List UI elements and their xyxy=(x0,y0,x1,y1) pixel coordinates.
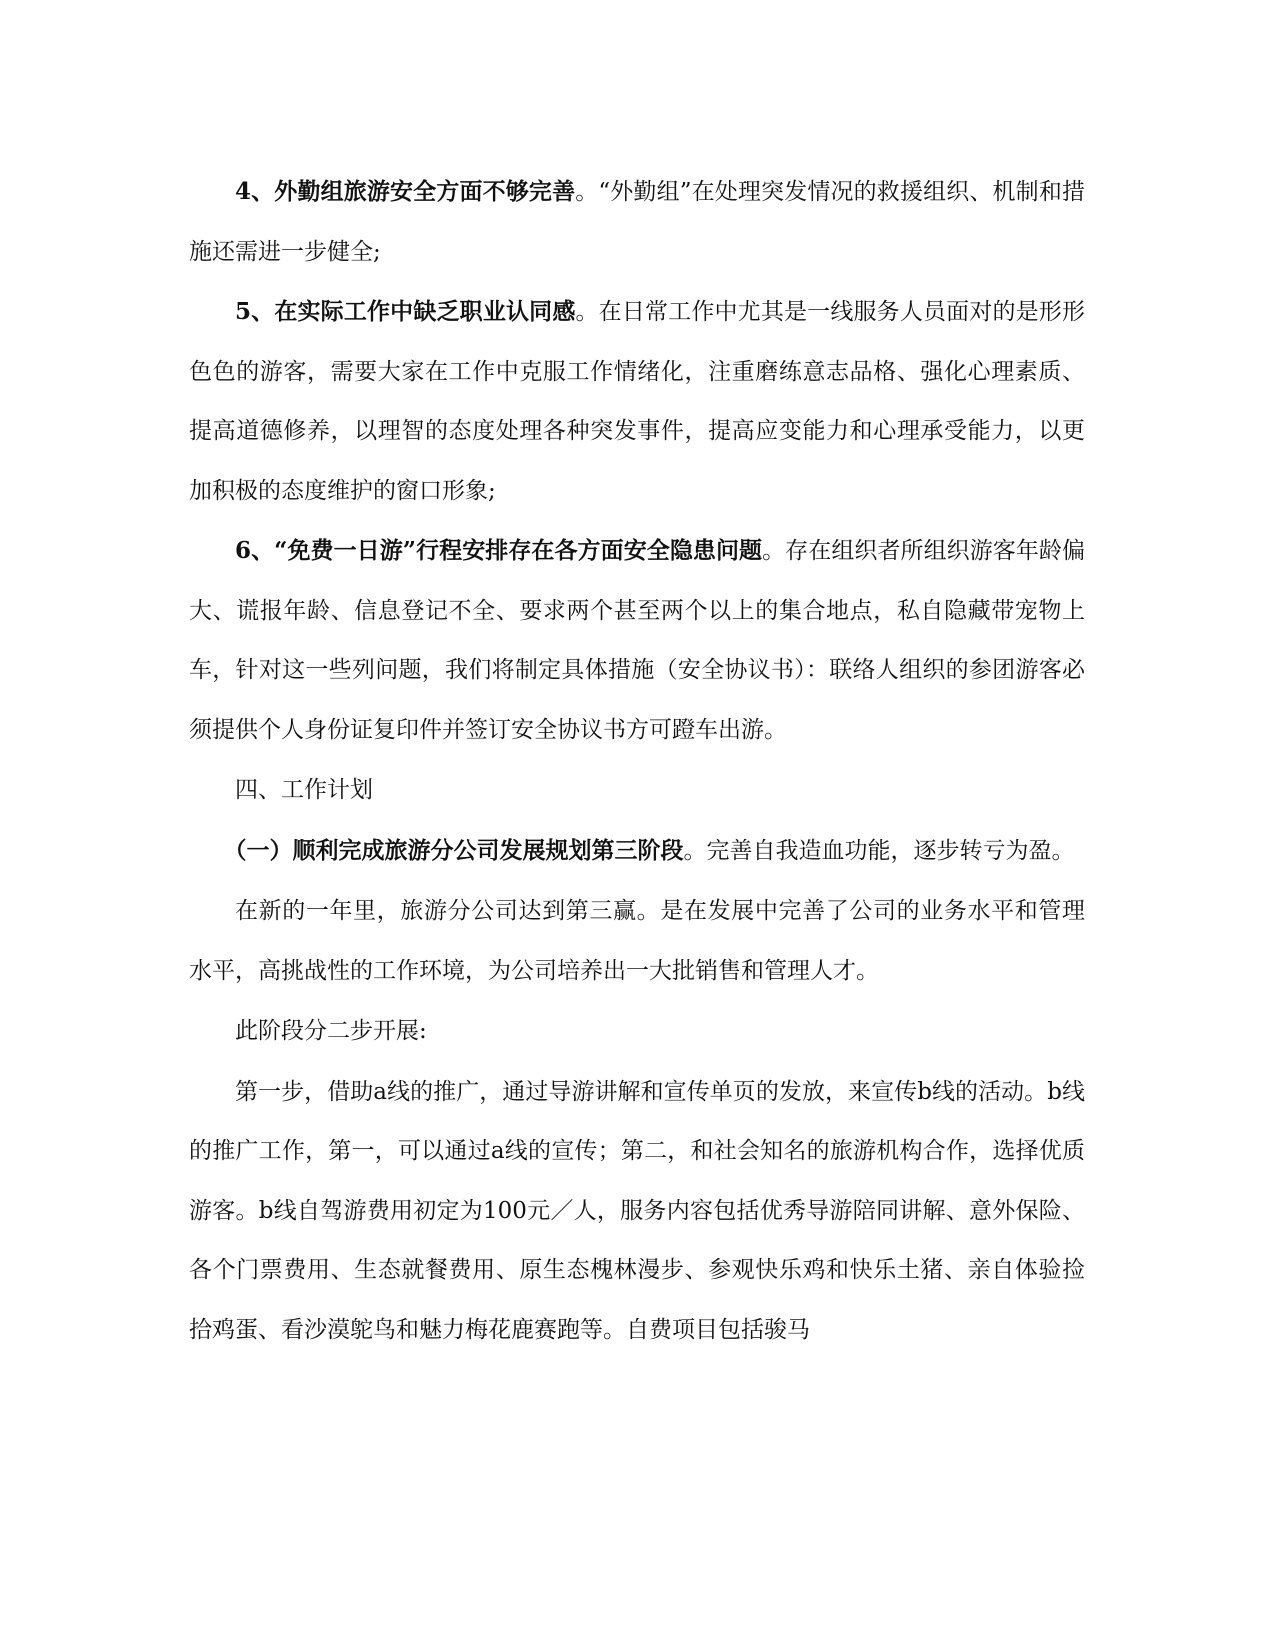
paragraph-heading: 6、“免费一日游”行程安排存在各方面安全隐患问题 xyxy=(235,537,763,564)
paragraph-heading: （一）顺利完成旅游分公司发展规划第三阶段 xyxy=(223,836,684,864)
paragraph-text: 此阶段分二步开展: xyxy=(235,1018,427,1044)
paragraph-phase-three xyxy=(189,821,1085,882)
paragraph-two-steps xyxy=(189,1001,1085,1062)
paragraph-text: 在新的一年里，旅游分公司达到第三赢。是在发展中完善了公司的业务水平和管理水平，高挑战性的工作环境，为公司培养出一大批销售和管理人才。 xyxy=(189,898,1085,984)
paragraph-career-identity xyxy=(189,282,1085,521)
paragraph-heading: 4、外勤组旅游安全方面不够完善 xyxy=(235,178,576,205)
paragraph-text: 。在日常工作中尤其是一线服务人员面对的是形形色色的游客，需要大家在工作中克服工作情绪化，注重磨练意志品格、强化心理素质、提高道德修养，以理智的态度处理各种突发事件，提高应变能力和心理承受能力，以更加积极的态度维护的窗口形象; xyxy=(189,299,1085,504)
paragraph-step-one xyxy=(189,1062,1085,1361)
paragraph-free-day-tour xyxy=(189,521,1085,760)
paragraph-text: 四、工作计划 xyxy=(235,777,373,803)
paragraph-outfield-safety xyxy=(189,162,1085,282)
paragraph-text: 。完善自我造血功能，逐步转亏为盈。 xyxy=(683,837,1075,864)
paragraph-text: 第一步，借助a线的推广，通过导游讲解和宣传单页的发放，来宣传b线的活动。b线的推广工作，第一，可以通过a线的宣传；第二，和社会知名的旅游机构合作，选择优质游客。b线自驾游费用初定为100元／人，服务内容包括优秀导游陪同讲解、意外保险、各个门票费用、生态就餐费用、原生态槐林漫步、参观快乐鸡和快乐土猪、亲自体验捡拾鸡蛋、看沙漠鸵鸟和魅力梅花鹿赛跑等。自费项目包括骏马 xyxy=(189,1078,1085,1343)
section-heading-work-plan xyxy=(189,760,1085,821)
paragraph-text: 。“外勤组”在处理突发情况的救援组织、机制和措施还需进一步健全; xyxy=(189,179,1085,265)
paragraph-text: 。存在组织者所组织游客年龄偏大、谎报年龄、信息登记不全、要求两个甚至两个以上的集合地点，私自隐藏带宠物上车，针对这一些列问题，我们将制定具体措施（安全协议书）：联络人组织的参团游客必须提供个人身份证复印件并签订安全协议书方可蹬车出游。 xyxy=(189,538,1085,743)
paragraph-heading: 5、在实际工作中缺乏职业认同感 xyxy=(235,298,576,325)
paragraph-new-year xyxy=(189,881,1085,1001)
document-body xyxy=(189,162,1085,1360)
